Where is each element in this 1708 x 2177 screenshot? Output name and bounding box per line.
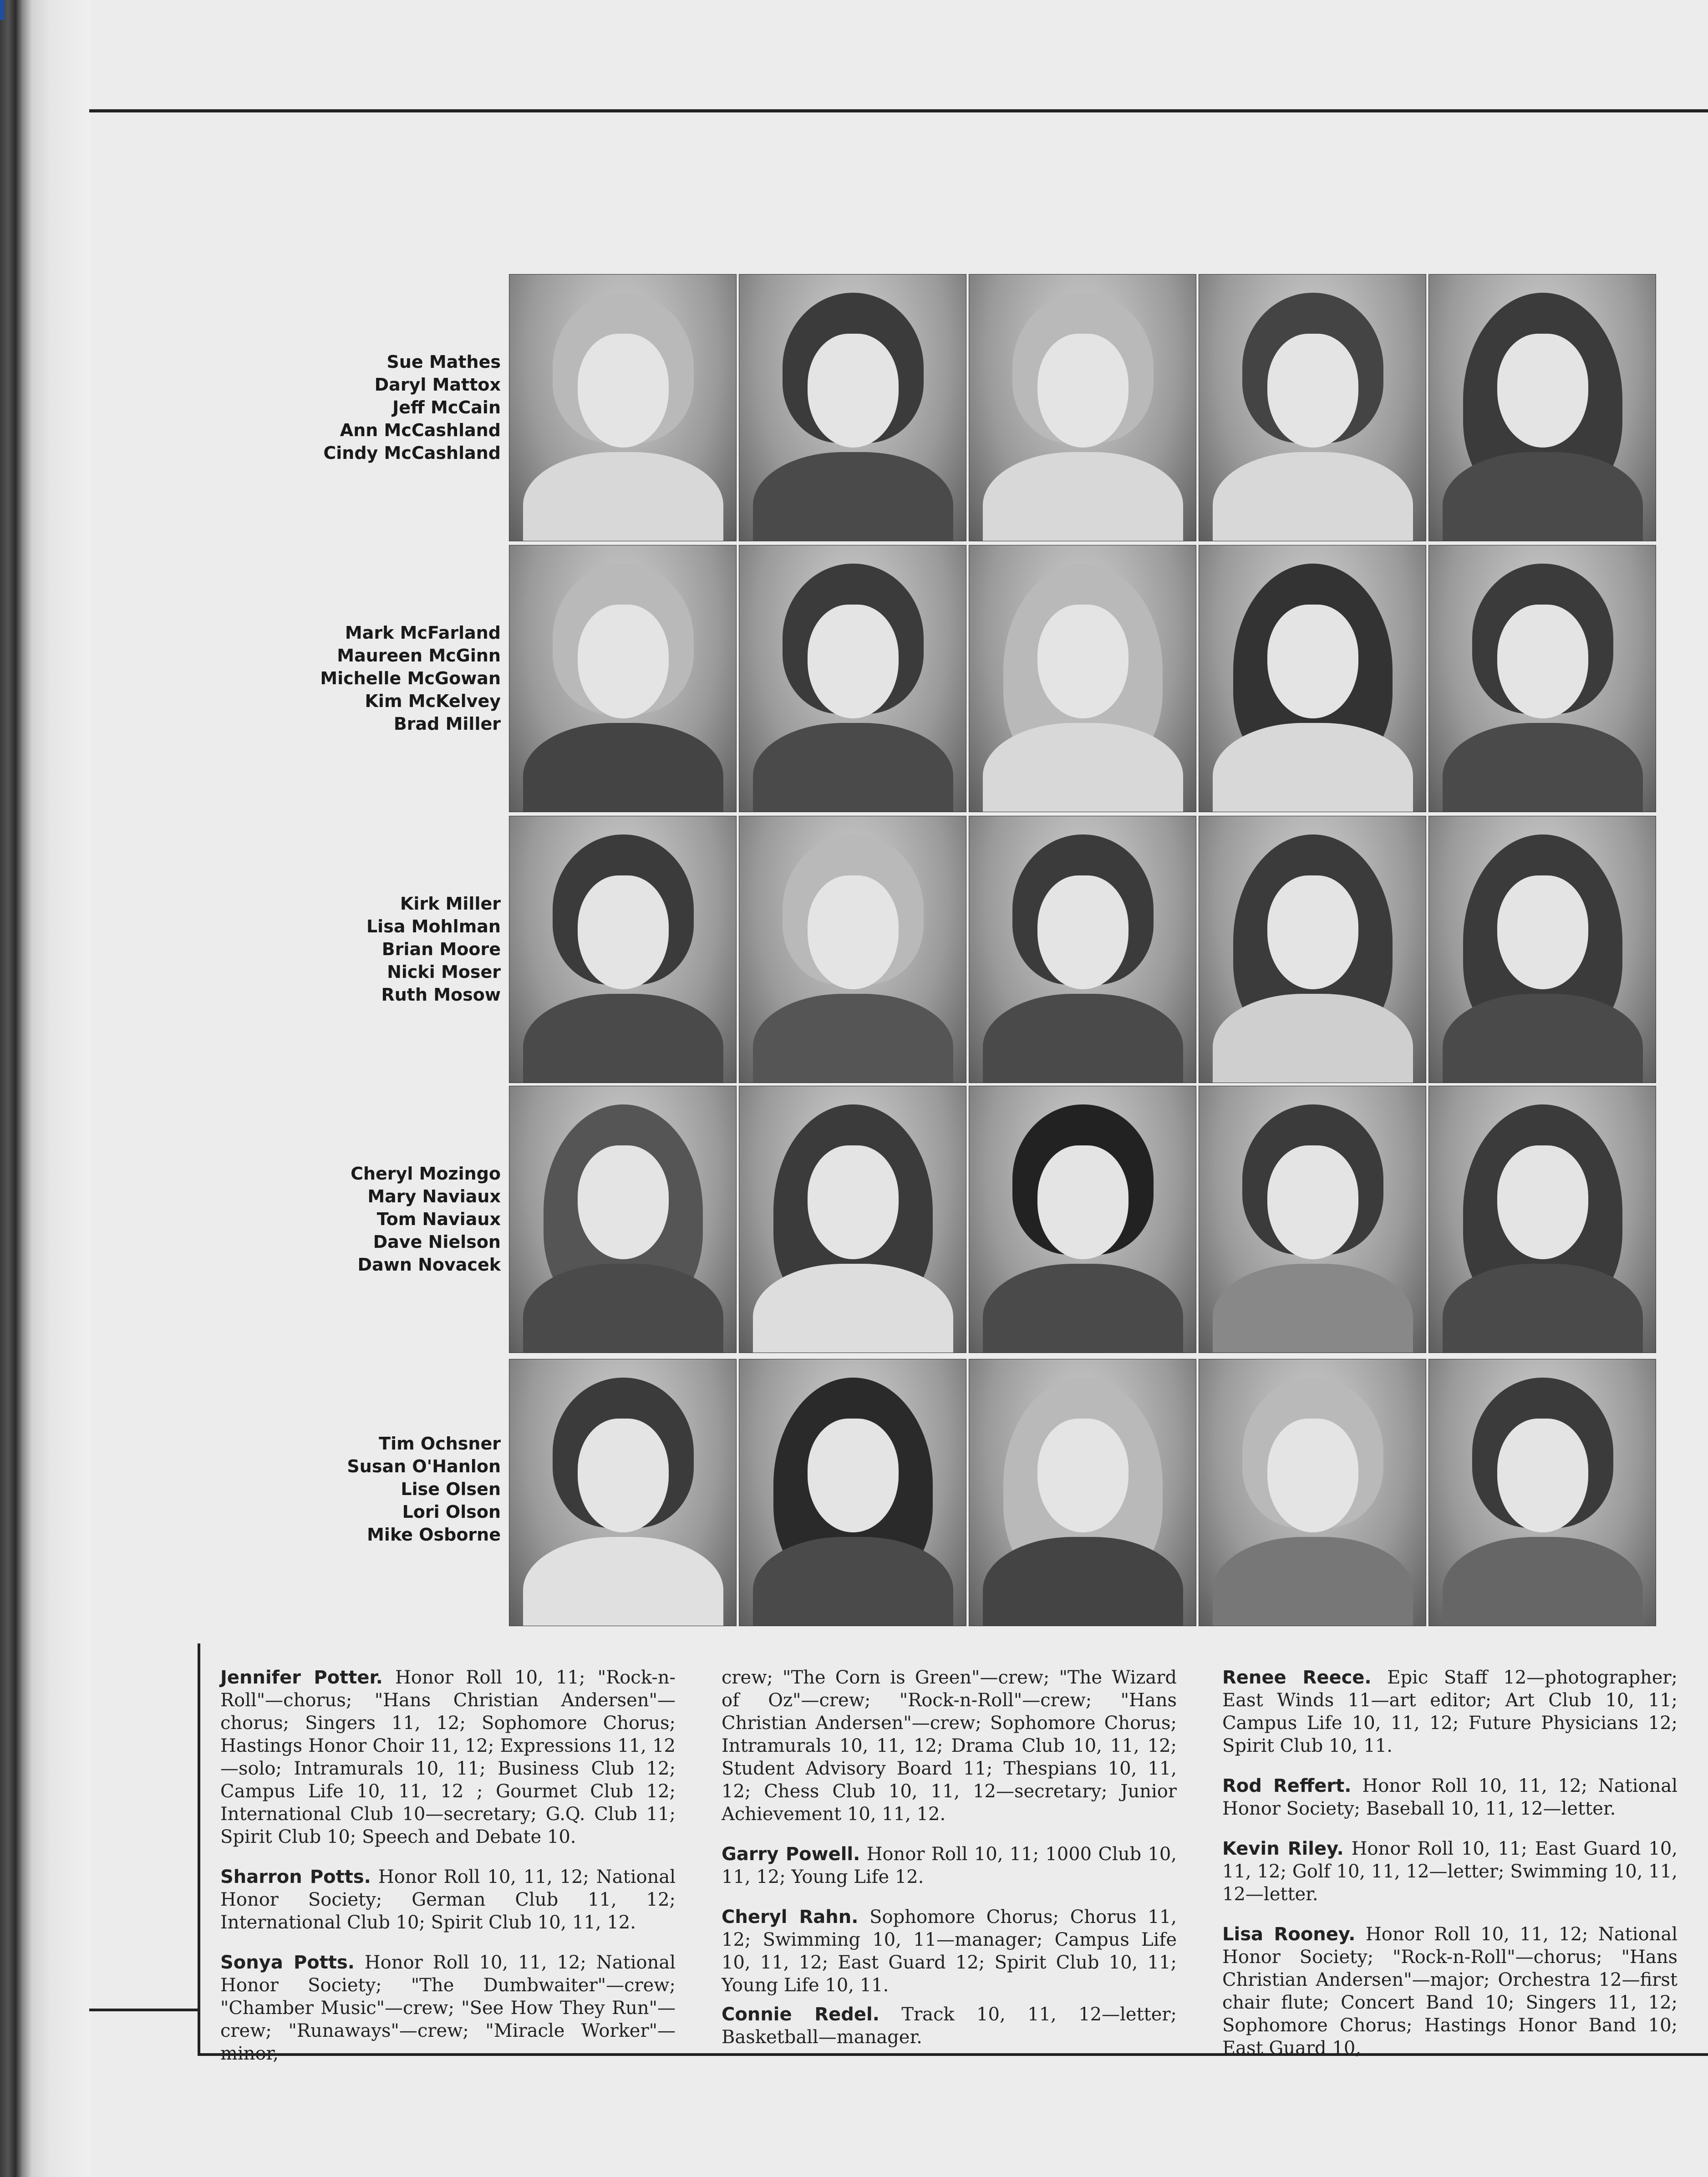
student-name: Dave Nielson bbox=[373, 1232, 501, 1252]
photo-row bbox=[509, 545, 1656, 811]
caption-text: Honor Roll 10, 11; 1000 Club 10, 11, 12; Young Life 12. bbox=[722, 1844, 1177, 1887]
caption-entry bbox=[220, 1666, 676, 1848]
student-name: Mark McFarland bbox=[345, 623, 501, 643]
portrait-photo bbox=[739, 816, 966, 1083]
caption-text: Honor Roll 10, 11, 12; National Honor Society; German Club 11, 12; International Club 10; Spirit Club 10, 11, 12. bbox=[220, 1867, 676, 1933]
caption-text: Honor Roll 10, 11, 12; National Honor Society; "The Dumbwaiter"—crew; "Chamber Music"—crew; "See How They Run"—crew; "Runaways"—crew; "Miracle Worker"—minor, bbox=[220, 1952, 676, 2064]
caption-column bbox=[220, 1666, 676, 2082]
caption-name: Connie Redel. bbox=[722, 2004, 879, 2025]
caption-text: Epic Staff 12—photographer; East Winds 11—art editor; Art Club 10, 11; Campus Life 10, 11, 12; Future Physicians 12; Spirit Club 10, 11. bbox=[1222, 1667, 1678, 1756]
portrait-photo bbox=[1199, 545, 1426, 812]
caption-text: Track 10, 11, 12—letter; Basketball—manager. bbox=[722, 2004, 1177, 2048]
portrait-photo bbox=[509, 545, 737, 812]
caption-name: Rod Reffert. bbox=[1222, 1775, 1352, 1796]
portrait-photo bbox=[739, 1086, 966, 1353]
caption-text: Honor Roll 10, 11; "Rock-n-Roll"—chorus; "Hans Christian Andersen"—chorus; Singers 11, 12; Sophomore Chorus; Hastings Honor Choir 11, 12; Expressions 11, 12—solo; Intramurals 10, 11; Business Club 12; Campus Life 10, 11, 12 ; Gourmet Club 12; International Club 10—secretary; G.Q. Club 11; Spirit Club 10; Speech and Debate 10. bbox=[220, 1667, 676, 1847]
student-name: Mike Osborne bbox=[367, 1525, 501, 1545]
caption-name: Jennifer Potter. bbox=[220, 1667, 383, 1688]
portrait-photo bbox=[509, 274, 737, 541]
caption-entry bbox=[220, 1951, 676, 2065]
caption-entry bbox=[722, 2003, 1177, 2049]
portrait-photo bbox=[739, 274, 966, 541]
student-name: Michelle McGowan bbox=[320, 668, 501, 688]
student-name: Maureen McGinn bbox=[337, 646, 501, 666]
student-name: Mary Naviaux bbox=[367, 1186, 501, 1206]
caption-column bbox=[1222, 1666, 1678, 2077]
spine-tab bbox=[0, 0, 5, 20]
student-name: Ruth Mosow bbox=[381, 985, 501, 1005]
caption-entry bbox=[1222, 1775, 1678, 1820]
photo-row bbox=[509, 1359, 1656, 1625]
portrait-photo bbox=[969, 274, 1196, 541]
student-name: Tim Ochsner bbox=[379, 1434, 501, 1454]
caption-name: Kevin Riley. bbox=[1222, 1838, 1344, 1859]
portrait-photo bbox=[969, 816, 1196, 1083]
student-name: Kirk Miller bbox=[400, 894, 501, 914]
caption-name: Sonya Potts. bbox=[220, 1952, 355, 1973]
caption-column bbox=[722, 1666, 1177, 2066]
portrait-photo bbox=[1428, 274, 1656, 541]
caption-box bbox=[198, 1643, 1708, 2064]
caption-name: Sharron Potts. bbox=[220, 1867, 371, 1887]
portrait-photo bbox=[1199, 1086, 1426, 1353]
photo-row bbox=[509, 1086, 1656, 1352]
photo-row bbox=[509, 274, 1656, 540]
caption-name: Garry Powell. bbox=[722, 1844, 860, 1865]
caption-text: Sophomore Chorus; Chorus 11, 12; Swimming 10, 11—manager; Campus Life 10, 11, 12; East Guard 12; Spirit Club 10, 11; Young Life 10, 11. bbox=[722, 1907, 1177, 1996]
portrait-photo bbox=[509, 1086, 737, 1353]
caption-entry bbox=[1222, 1837, 1678, 1906]
caption-entry bbox=[722, 1666, 1177, 1826]
student-name: Nicki Moser bbox=[387, 962, 501, 982]
caption-entry bbox=[722, 1906, 1177, 1997]
portrait-photo bbox=[509, 1359, 737, 1626]
student-name: Sue Mathes bbox=[386, 352, 501, 372]
student-name: Lori Olson bbox=[402, 1502, 501, 1522]
portrait-photo bbox=[969, 1086, 1196, 1353]
book-binding bbox=[0, 0, 91, 2177]
student-name: Brad Miller bbox=[393, 714, 501, 734]
margin-rule bbox=[89, 2009, 198, 2011]
student-name: Lisa Mohlman bbox=[366, 916, 501, 936]
portrait-photo bbox=[969, 545, 1196, 812]
portrait-photo bbox=[739, 1359, 966, 1626]
name-list bbox=[91, 892, 501, 1006]
student-name: Cindy McCashland bbox=[323, 443, 501, 463]
portrait-photo bbox=[1199, 816, 1426, 1083]
caption-entry bbox=[220, 1866, 676, 1934]
portrait-photo bbox=[509, 816, 737, 1083]
portrait-photo bbox=[1199, 274, 1426, 541]
name-list bbox=[91, 1432, 501, 1546]
top-rule bbox=[89, 109, 1708, 112]
name-list bbox=[91, 621, 501, 735]
student-name: Ann McCashland bbox=[340, 420, 501, 440]
student-name: Tom Naviaux bbox=[376, 1209, 501, 1229]
caption-text: Honor Roll 10, 11, 12; National Honor Society; Baseball 10, 11, 12—letter. bbox=[1222, 1775, 1678, 1819]
portrait-photo bbox=[739, 545, 966, 812]
caption-name: Renee Reece. bbox=[1222, 1667, 1372, 1688]
portrait-photo bbox=[1428, 1086, 1656, 1353]
portrait-photo bbox=[969, 1359, 1196, 1626]
student-name: Susan O'Hanlon bbox=[347, 1456, 501, 1476]
name-list bbox=[91, 351, 501, 464]
photo-row bbox=[509, 816, 1656, 1082]
portrait-photo bbox=[1428, 545, 1656, 812]
portrait-photo bbox=[1428, 816, 1656, 1083]
student-name: Dawn Novacek bbox=[357, 1255, 501, 1275]
student-name: Kim McKelvey bbox=[365, 691, 501, 711]
student-name: Jeff McCain bbox=[392, 397, 501, 417]
student-name: Daryl Mattox bbox=[374, 375, 501, 395]
student-name: Cheryl Mozingo bbox=[351, 1164, 501, 1184]
caption-text: Honor Roll 10, 11; East Guard 10, 11, 12; Golf 10, 11, 12—letter; Swimming 10, 11, 12—letter. bbox=[1222, 1838, 1678, 1905]
student-name: Brian Moore bbox=[381, 939, 501, 959]
portrait-photo bbox=[1199, 1359, 1426, 1626]
caption-text: Honor Roll 10, 11, 12; National Honor Society; "Rock-n-Roll"—chorus; "Hans Christian Andersen"—major; Orchestra 12—first chair flute; Concert Band 10; Singers 11, 12; Sophomore Chorus; Hastings Honor Band 10; East Guard 10, bbox=[1222, 1924, 1678, 2059]
student-name: Lise Olsen bbox=[401, 1479, 501, 1499]
name-list bbox=[91, 1162, 501, 1276]
caption-entry bbox=[1222, 1923, 1678, 2060]
caption-entry bbox=[722, 1843, 1177, 1888]
caption-text: crew; "The Corn is Green"—crew; "The Wizard of Oz"—crew; "Rock-n-Roll"—crew; "Hans Christian Andersen"—crew; Sophomore Chorus; Intramurals 10, 11, 12; Drama Club 10, 11, 12; Student Advisory Board 11; Thespians 10, 11, 12; Chess Club 10, 11, 12—secretary; Junior Achievement 10, 11, 12. bbox=[722, 1667, 1177, 1825]
caption-name: Lisa Rooney. bbox=[1222, 1924, 1356, 1945]
portrait-photo bbox=[1428, 1359, 1656, 1626]
caption-entry bbox=[1222, 1666, 1678, 1757]
caption-name: Cheryl Rahn. bbox=[722, 1907, 859, 1928]
